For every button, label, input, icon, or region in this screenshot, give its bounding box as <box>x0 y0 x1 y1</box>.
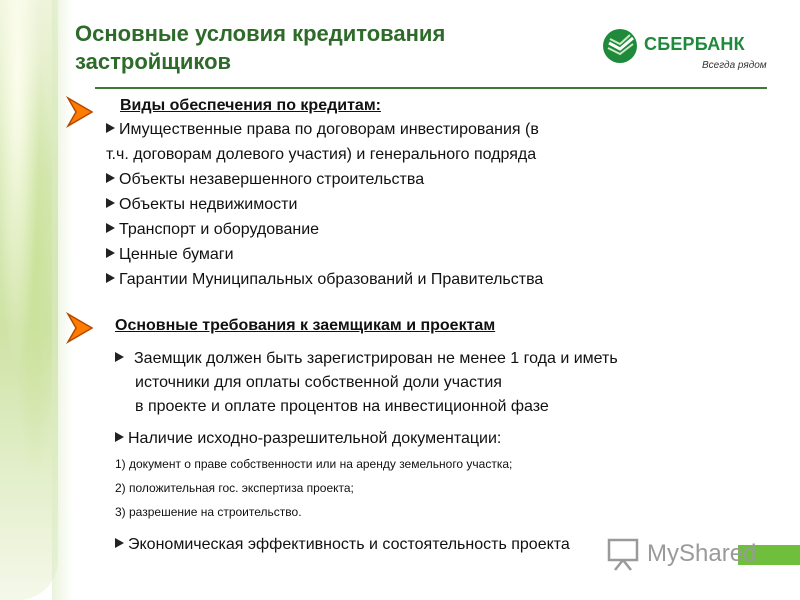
list-item: Объекты незавершенного строительства <box>106 167 760 192</box>
list-item: Имущественные права по договорам инвестирования (в <box>106 117 760 142</box>
bullet-arrow-icon <box>106 123 115 133</box>
bullet-arrow-icon <box>115 432 124 442</box>
requirement-continuation: в проекте и оплате процентов на инвестиционной фазе <box>135 398 549 415</box>
collateral-section <box>106 95 760 292</box>
bullet-arrow-icon <box>115 352 124 362</box>
list-item: Объекты недвижимости <box>106 192 760 217</box>
bullet-arrow-icon <box>106 248 115 258</box>
bullet-arrow-icon <box>106 273 115 283</box>
document-item: 3) разрешение на строительство. <box>115 505 302 519</box>
logo-name: СБЕРБАНК <box>644 34 745 54</box>
watermark <box>605 538 775 572</box>
bullet-arrow-icon <box>106 223 115 233</box>
document-item: 1) документ о праве собственности или на аренду земельного участка; <box>115 457 513 471</box>
sberbank-logo-icon <box>602 28 638 64</box>
requirements-section <box>115 315 795 557</box>
decorative-background-strip <box>0 0 58 600</box>
logo-tagline: Всегда рядом <box>702 60 767 71</box>
title-line-2: застройщиков <box>75 49 232 74</box>
bullet-arrow-icon <box>115 538 124 548</box>
title-line-1: Основные условия кредитования <box>75 21 446 46</box>
page-title <box>75 20 575 76</box>
sberbank-logo <box>602 28 772 78</box>
document-item: 2) положительная гос. экспертиза проекта; <box>115 481 354 495</box>
list-item: Гарантии Муниципальных образований и Правительства <box>106 267 760 292</box>
requirement-item: Наличие исходно-разрешительной документации: <box>115 427 795 451</box>
watermark-text: MyShared <box>647 540 757 567</box>
collateral-heading: Виды обеспечения по кредитам: <box>120 97 381 114</box>
orange-arrow-icon <box>62 310 98 346</box>
list-item-continuation: т.ч. договорам долевого участия) и генерального подряда <box>106 146 537 163</box>
orange-arrow-icon <box>62 94 98 130</box>
requirement-item: Заемщик должен быть зарегистрирован не менее 1 года и иметь <box>115 347 795 371</box>
title-divider <box>95 87 767 89</box>
requirement-item: Экономическая эффективность и состоятельность проекта <box>115 533 795 557</box>
bullet-arrow-icon <box>106 198 115 208</box>
requirement-continuation: источники для оплаты собственной доли участия <box>135 374 502 391</box>
bullet-arrow-icon <box>106 173 115 183</box>
list-item: Транспорт и оборудование <box>106 217 760 242</box>
requirements-heading: Основные требования к заемщикам и проектам <box>115 317 496 334</box>
presentation-board-icon <box>605 538 641 572</box>
list-item: Ценные бумаги <box>106 242 760 267</box>
